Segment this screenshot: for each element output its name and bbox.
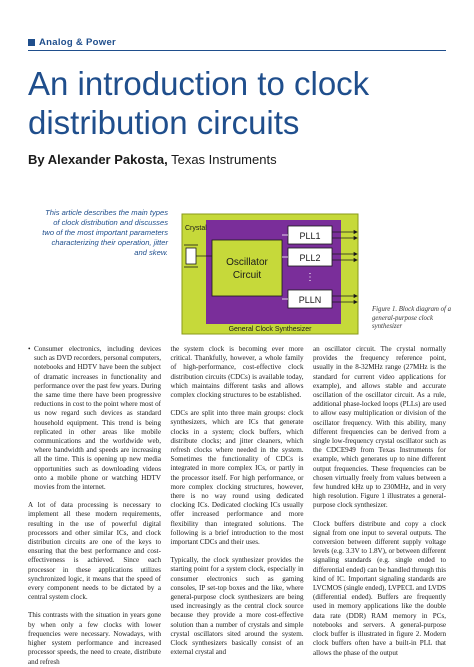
plln-label: PLLN [298,295,322,305]
clock-synthesizer-diagram [176,210,364,338]
figure-footer-label: General Clock Synthesizer [228,326,312,333]
author-affiliation: Texas Instruments [171,152,277,167]
column-3 [313,345,446,657]
paragraph: an oscillator circuit. The crystal normally provides the frequency reference point, usually in the 8-32MHz range (27MHz is the standard for current video applications for example), and allows stable and accurate oscillation of the oscillator circuit. As a rule, additional phase-locked loops (PLLs) are used to allow easy multiplication or division of the oscillator frequency. With this ability, many different frequencies can be derived from a single low-frequency crystal oscillator such as the CDCE949 from Texas Instruments for example, which generates up to nine different output frequencies. These frequencies can be chosen virtually freely from values between a few hundred kHz up to 230MHz, and in very high resolution. Figure 1 illustrates a general-purpose clock synthesizer. [313,345,446,510]
paragraph: Clock buffers distribute and copy a clock signal from one input to several outputs. The conversion between different supply voltage levels (e.g. 3.3V to 1.8V), or between different signaling standards (e.g. single ended to differential ended) can be handled through this kind of IC. Important signaling standards are LVCMOS (single ended), LVPECL and LVDS (differential ended). Buffers are frequently used in memory applications like the double data rate (DDR) RAM memory in PCs, notebooks and servers. A general-purpose clock buffer is illustrated in figure 2. Modern clock buffers often have a built-in PLL that allows the phase of the output [313,519,446,657]
paragraph: the system clock is becoming ever more critical. Thankfully, however, a whole family of high-performance, cost-effective clock distribution circuits (CDCs) is available today, which maintains different tasks and allows complex clocking structures to be established. [170,345,304,400]
article-title: An introduction to clock distribution circuits [28,65,370,141]
bullet-paragraph: • Consumer electronics, including devices such as DVD recorders, personal computers, notebooks and HDTV have been the subject of dramatic increases in functionality and performance over the past few years. During the same time there have been progressive reductions in cost to the point where most of us now regard such devices as standard household equipment. This trend is being replicated in other areas like mobile communications and the worldwide web, where bandwidth and speeds are increasing all the time. This is opening up new media opportunities such as downloading videos onto a mobile phone or watching HDTV movies from the internet. [28,345,161,492]
body-columns [28,345,446,666]
abstract: This article describes the main types of clock distribution and discusses two of the most important parameters characterizing their operation, jitter and skew. [42,208,168,257]
byline [28,152,277,167]
pll2-label: PLL2 [299,253,321,263]
section-tag [28,37,116,48]
paragraph: Typically, the clock synthesizer provides the starting point for a system clock, especially in consumer electronics such as gaming consoles, IP set-top boxes and the like, where general-purpose clock synthesizers are being used increasingly as the central clock source because they provide a more cost-effective solution than a number of crystals and simple crystal oscillators sited around the system. Clock synthesizers basically consist of an external crystal and [170,556,304,657]
header-rule [28,50,446,51]
figure-caption: Figure 1. Block diagram of a general-purpose clock synthesizer [372,306,452,330]
crystal-label: Crystal [185,225,207,232]
paragraph: A lot of data processing is necessary to implement all these modern requirements, resulting in the use of powerful digital processors and other similar ICs, and clock distribution circuits are one of the keys to ensuring that the best performance and cost-effectiveness is achieved. Since each processor in these applications utilizes synchronized logic, it means that the speed of every component needs to be dictated by a central system clock. [28,501,161,602]
column-2 [170,345,304,657]
author-name: By Alexander Pakosta, [28,152,168,167]
pll-ellipsis: ⋮ [305,272,315,283]
pll1-label: PLL1 [299,231,321,241]
section-label: Analog & Power [39,37,117,48]
paragraph: CDCs are split into three main groups: clock synthesizers, which are ICs that generate clocks in a system; clock buffers, which distribute clocks; and jitter cleaners, which refresh clocks where needed in the system. Sometimes the functionality of CDCs is integrated in more complex ICs, or partly in the processor itself. For high performance, or more complex clocking structures, however, there is no way round using dedicated clocking ICs. Dedicated clocking ICs usually offer increased performance and more flexibility than integrated solutions. The following is a brief introduction to the most important CDCs and their uses. [170,409,304,547]
figure-block-diagram [176,210,364,338]
oscillator-label-2: Circuit [232,270,262,281]
oscillator-circuit-box [212,240,282,296]
oscillator-label-1: Oscillator [226,257,268,268]
paragraph: This contrasts with the situation in years gone by when only a few clocks with lower frequencies were necessary. Nowadays, with higher system performance and increased processor speeds, the need to create, distribute and refresh [28,611,161,666]
column-1 [28,345,161,666]
section-square-icon [28,39,35,46]
crystal-symbol [186,248,196,264]
